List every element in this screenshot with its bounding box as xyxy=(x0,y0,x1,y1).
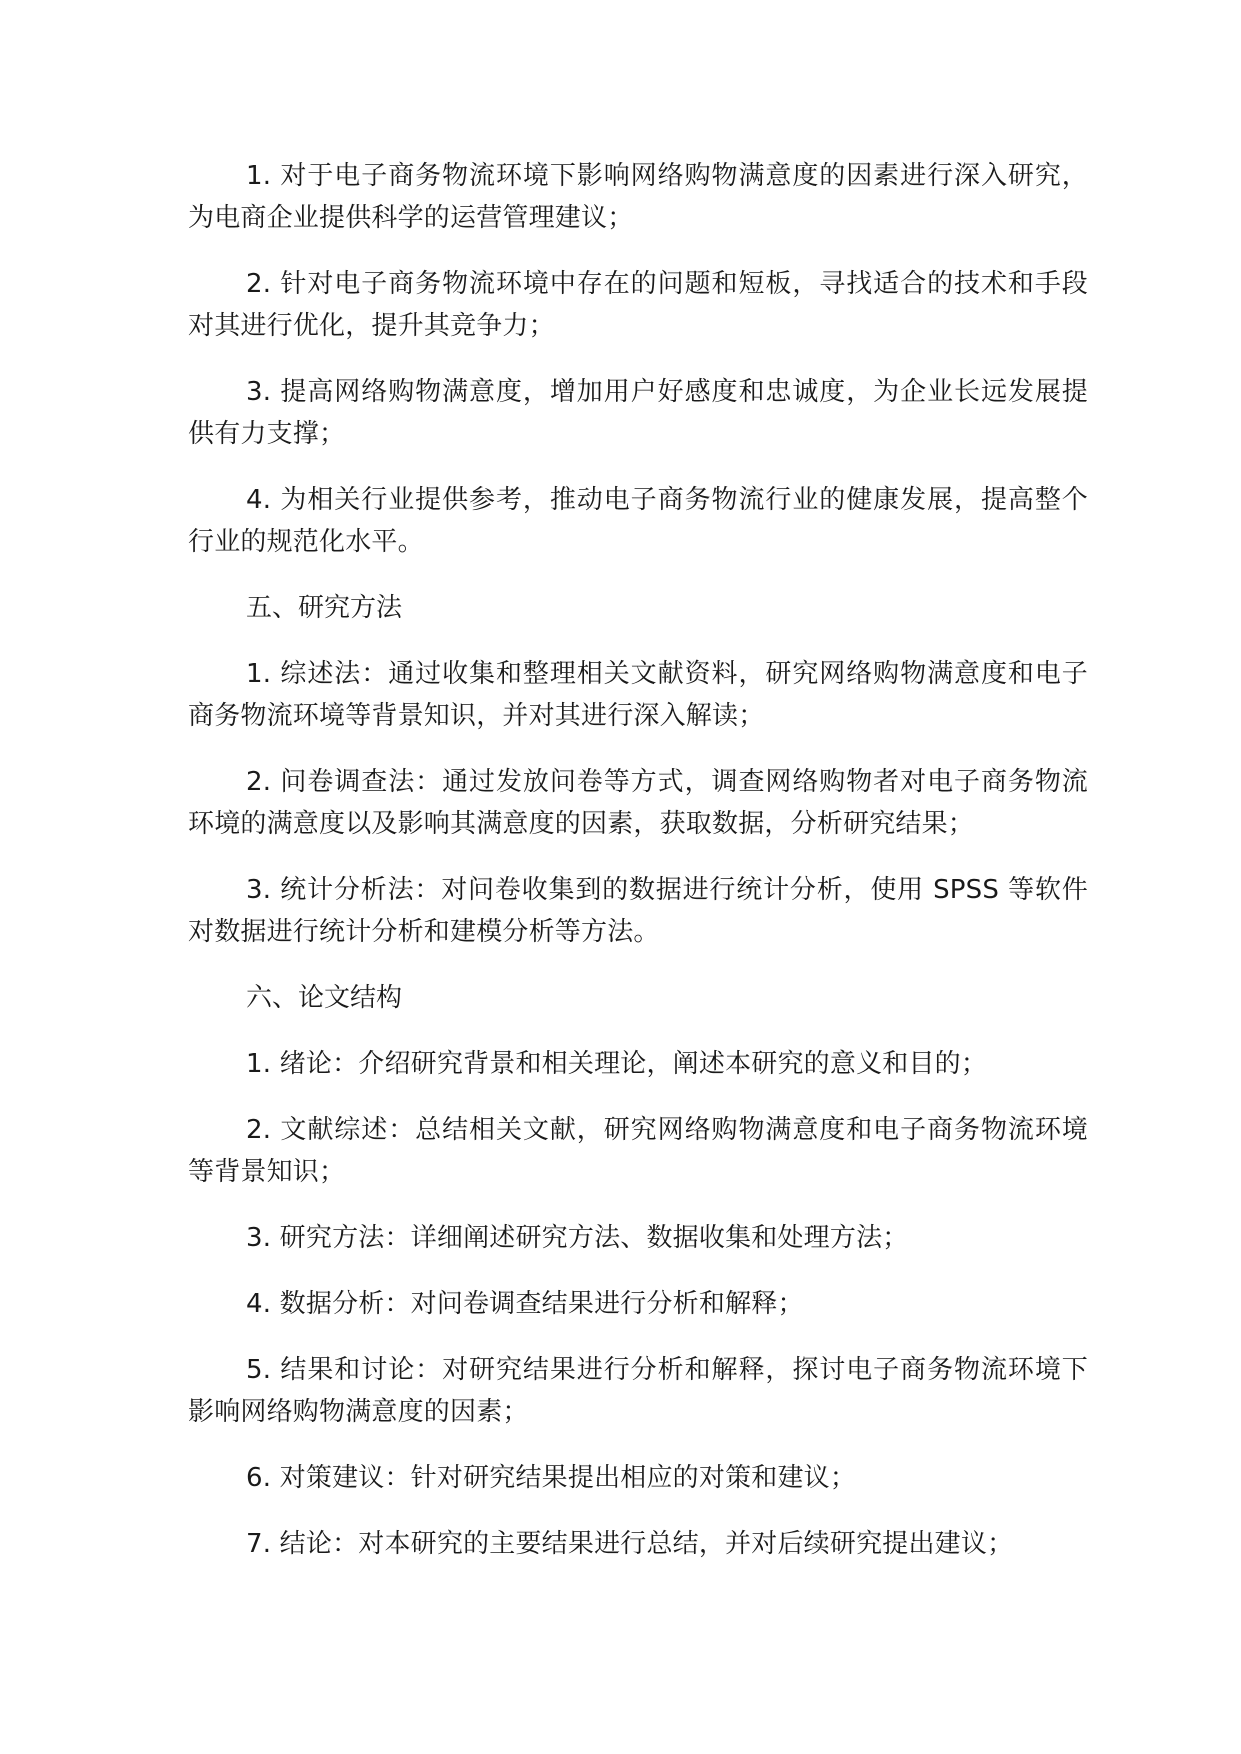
paragraph-structure-5: 5. 结果和讨论：对研究结果进行分析和解释，探讨电子商务物流环境下影响网络购物满意度的因素； xyxy=(188,1355,1088,1427)
paragraph-structure-7: 7. 结论：对本研究的主要结果进行总结，并对后续研究提出建议； xyxy=(246,1529,1014,1559)
spacer xyxy=(188,1433,1088,1457)
paragraph-method-2: 2. 问卷调查法：通过发放问卷等方式，调查网络购物者对电子商务物流环境的满意度以及影响其满意度的因素，获取数据，分析研究结果； xyxy=(188,767,1088,839)
spacer xyxy=(188,737,1088,761)
paragraph-structure-4: 4. 数据分析：对问卷调查结果进行分析和解释； xyxy=(246,1289,804,1319)
paragraph-4: 4. 为相关行业提供参考，推动电子商务物流行业的健康发展，提高整个行业的规范化水平。 xyxy=(188,485,1088,557)
spacer xyxy=(188,629,1088,653)
paragraph-2: 2. 针对电子商务物流环境中存在的问题和短板，寻找适合的技术和手段对其进行优化，提升其竞争力； xyxy=(188,269,1088,341)
spacer xyxy=(188,845,1088,869)
paragraph-structure-6: 6. 对策建议：针对研究结果提出相应的对策和建议； xyxy=(246,1463,857,1493)
section-heading-research-methods: 五、研究方法 xyxy=(246,593,403,623)
spacer xyxy=(188,1259,1088,1283)
spacer xyxy=(188,1499,1088,1523)
spacer xyxy=(188,1325,1088,1349)
document-page xyxy=(188,155,1088,1565)
paragraph-structure-3: 3. 研究方法：详细阐述研究方法、数据收集和处理方法； xyxy=(246,1223,909,1253)
section-heading-thesis-structure: 六、论文结构 xyxy=(246,983,403,1013)
paragraph-structure-1: 1. 绪论：介绍研究背景和相关理论，阐述本研究的意义和目的； xyxy=(246,1049,988,1079)
paragraph-method-3: 3. 统计分析法：对问卷收集到的数据进行统计分析，使用 SPSS 等软件对数据进行统计分析和建模分析等方法。 xyxy=(188,875,1088,947)
paragraph-method-1: 1. 综述法：通过收集和整理相关文献资料，研究网络购物满意度和电子商务物流环境等背景知识，并对其进行深入解读； xyxy=(188,659,1088,731)
spacer xyxy=(188,1193,1088,1217)
paragraph-1: 1. 对于电子商务物流环境下影响网络购物满意度的因素进行深入研究，为电商企业提供科学的运营管理建议； xyxy=(188,161,1088,233)
spacer xyxy=(188,455,1088,479)
paragraph-structure-2: 2. 文献综述：总结相关文献，研究网络购物满意度和电子商务物流环境等背景知识； xyxy=(188,1115,1088,1187)
spacer xyxy=(188,953,1088,977)
spacer xyxy=(188,1085,1088,1109)
spacer xyxy=(188,347,1088,371)
paragraph-3: 3. 提高网络购物满意度，增加用户好感度和忠诚度，为企业长远发展提供有力支撑； xyxy=(188,377,1088,449)
spacer xyxy=(188,239,1088,263)
spacer xyxy=(188,1019,1088,1043)
spacer xyxy=(188,563,1088,587)
